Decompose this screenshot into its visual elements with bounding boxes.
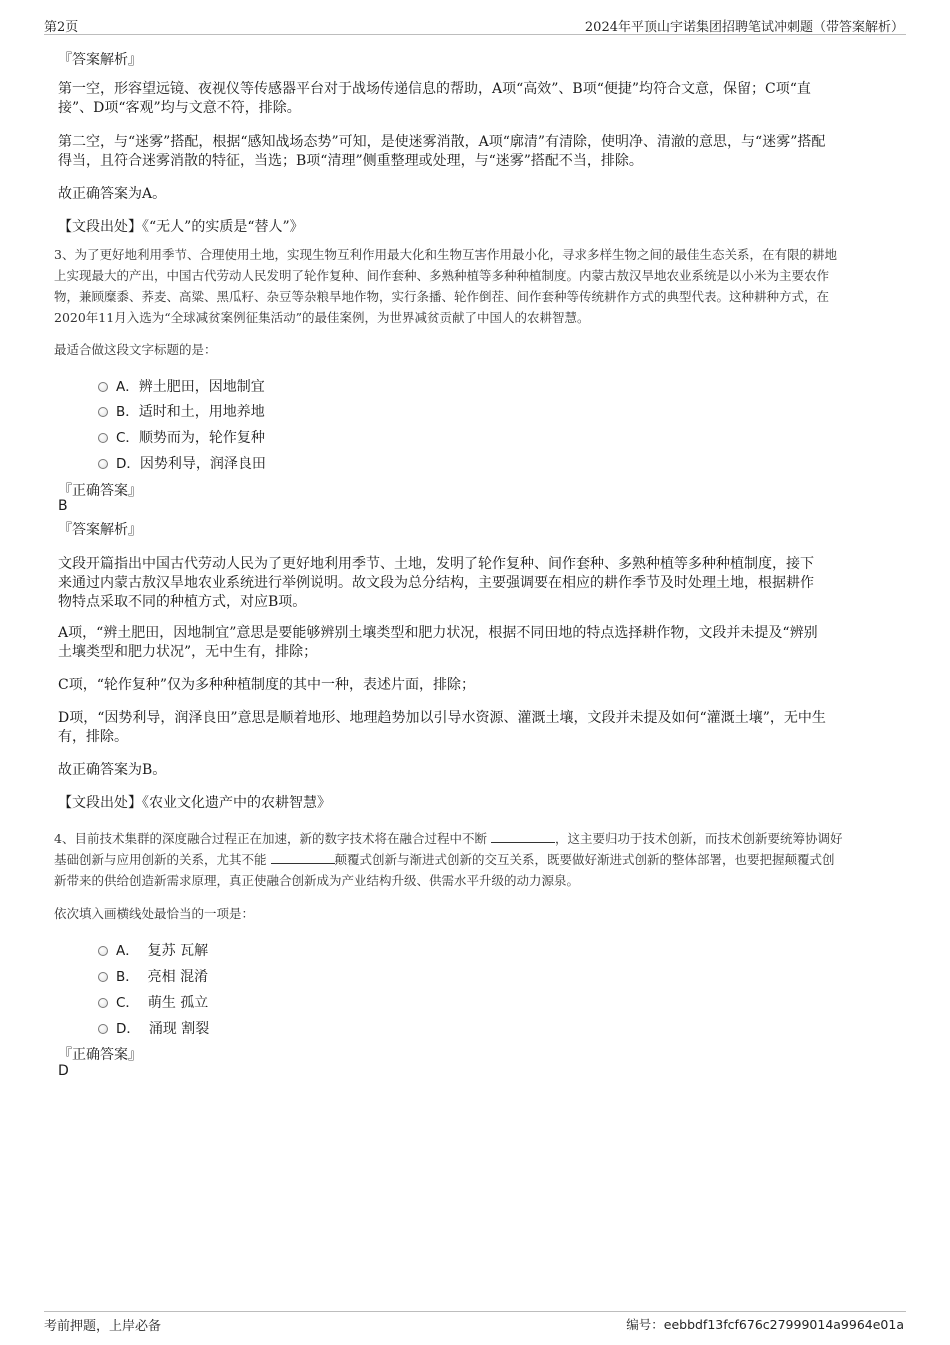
q4-option-a[interactable] — [98, 939, 208, 960]
q3-analysis-para1 — [58, 555, 814, 612]
q4-option-b[interactable] — [98, 965, 208, 986]
stem-text: 颠覆式创新与渐进式创新的交互关系，既要做好渐进式创新的整体部署，也要把握颠覆式创 — [334, 852, 835, 867]
code-label: 编号： — [626, 1317, 664, 1332]
text-line: 第二空，与“迷雾”搭配，根据“感知战场态势”可知，是使迷雾消散，A项“廓清”有清除，使明净、清澈的意思，与“迷雾”搭配 — [58, 134, 826, 150]
document-code — [626, 1315, 904, 1333]
q3-answer: B — [58, 498, 68, 514]
option-letter: C． — [116, 430, 139, 446]
text-line: D项，“因势利导，润泽良田”意思是顺着地形、地理趋势加以引导水资源、灌溉土壤，文段并未提及如何“灌溉土壤”，无中生 — [58, 710, 826, 726]
q2-source: 【文段出处】《“无人”的实质是“替人”》 — [58, 219, 304, 235]
option-text: 辨土肥田，因地制宜 — [138, 379, 265, 395]
option-text: 顺势而为，轮作复种 — [138, 430, 265, 446]
q4-answer-label: 『正确答案』 — [58, 1047, 142, 1063]
option-letter: D． — [116, 1021, 140, 1037]
footer-slogan: 考前押题，上岸必备 — [44, 1319, 162, 1334]
text-line: A项，“辨土肥田，因地制宜”意思是要能够辨别土壤类型和肥力状况，根据不同田地的特点选择耕作物，文段并未提及“辨别 — [58, 625, 818, 641]
text-line: 接”、D项“客观”均与文意不符，排除。 — [58, 100, 301, 116]
code-value: eebbdf13fcf676c27999014a9964e01a — [663, 1317, 904, 1332]
text-line: 3、为了更好地利用季节、合理使用土地，实现生物互利作用最大化和生物互害作用最小化，寻求多样生物之间的最佳生态关系，在有限的耕地 — [54, 247, 837, 262]
option-text: 适时和土，用地养地 — [138, 404, 265, 420]
text-line — [54, 828, 904, 849]
page-header — [44, 14, 906, 35]
q3-answer-label: 『正确答案』 — [58, 483, 142, 499]
q4-stem — [54, 828, 904, 891]
q4-prompt: 依次填入画横线处最恰当的一项是： — [54, 906, 255, 921]
text-line — [54, 849, 904, 870]
q3-option-c[interactable] — [98, 426, 265, 447]
radio-icon[interactable] — [98, 433, 108, 443]
option-text: 萌生 孤立 — [147, 995, 209, 1011]
q3-stem — [54, 244, 904, 328]
radio-icon[interactable] — [98, 459, 108, 469]
q3-analysis-para4 — [58, 709, 826, 747]
document-title: 2024年平顶山宇诺集团招聘笔试冲刺题（带答案解析） — [584, 20, 904, 35]
option-letter: A． — [116, 943, 139, 959]
radio-icon[interactable] — [98, 998, 108, 1008]
text-line: 土壤类型和肥力状况”，无中生有，排除； — [58, 644, 318, 660]
option-text: 因势利导，润泽良田 — [139, 456, 266, 472]
option-text: 复苏 瓦解 — [147, 943, 209, 959]
option-letter: C． — [116, 995, 139, 1011]
q2-analysis-label: 『答案解析』 — [58, 52, 142, 68]
page-footer — [44, 1311, 906, 1336]
q3-source: 【文段出处】《农业文化遗产中的农耕智慧》 — [58, 795, 331, 811]
q3-option-d[interactable] — [98, 452, 266, 473]
radio-icon[interactable] — [98, 407, 108, 417]
option-text: 涌现 割裂 — [148, 1021, 210, 1037]
q3-analysis-para2 — [58, 624, 818, 662]
text-line: 2020年11月入选为“全球减贫案例征集活动”的最佳案例，为世界减贫贡献了中国人的农耕智慧。 — [54, 310, 590, 325]
page-number: 第2页 — [44, 20, 79, 35]
q2-analysis-para2 — [58, 133, 825, 171]
option-letter: B． — [116, 969, 139, 985]
text-line: 得当，且符合迷雾消散的特征，当选；B项“清理”侧重整理或处理，与“迷雾”搭配不当，排除。 — [58, 153, 643, 169]
q2-analysis-para1 — [58, 80, 811, 118]
text-line: 上实现最大的产出，中国古代劳动人民发明了轮作复种、间作套种、多熟种植等多种种植制度。内蒙古敖汉旱地农业系统是以小米为主要农作 — [54, 268, 830, 283]
radio-icon[interactable] — [98, 382, 108, 392]
option-letter: B． — [116, 404, 139, 420]
option-letter: D． — [116, 456, 140, 472]
q2-conclusion: 故正确答案为A。 — [58, 186, 167, 202]
text-line: 新带来的供给创造新需求原理，真正使融合创新成为产业结构升级、供需水平升级的动力源泉。 — [54, 873, 580, 888]
text-line: 物，兼顾糜黍、荞麦、高粱、黑瓜籽、杂豆等杂粮旱地作物，实行条播、轮作倒茬、间作套种等传统耕作方式的典型代表。这种耕种方式，在 — [54, 289, 830, 304]
text-line: 第一空，形容望远镜、夜视仪等传感器平台对于战场传递信息的帮助，A项“高效”、B项“便捷”均符合文意，保留；C项“直 — [58, 81, 811, 97]
stem-text: 基础创新与应用创新的关系，尤其不能 — [54, 852, 267, 867]
radio-icon[interactable] — [98, 1024, 108, 1034]
q3-prompt: 最适合做这段文字标题的是： — [54, 342, 217, 357]
blank-2 — [271, 851, 335, 864]
text-line: 有，排除。 — [58, 729, 128, 745]
radio-icon[interactable] — [98, 946, 108, 956]
text-line: 来通过内蒙古敖汉旱地农业系统进行举例说明。故文段为总分结构，主要强调要在相应的耕作季节及时处理土地，根据耕作 — [58, 575, 814, 591]
q3-analysis-para3: C项，“轮作复种”仅为多种种植制度的其中一种，表述片面，排除； — [58, 677, 476, 693]
q3-analysis-label: 『答案解析』 — [58, 522, 142, 538]
text-line: 物特点采取不同的种植方式，对应B项。 — [58, 594, 307, 610]
q4-option-d[interactable] — [98, 1017, 209, 1038]
option-text: 亮相 混淆 — [147, 969, 209, 985]
option-letter: A． — [116, 379, 139, 395]
q4-answer: D — [58, 1063, 69, 1079]
stem-text: ，这主要归功于技术创新，而技术创新要统筹协调好 — [554, 831, 843, 846]
stem-text: 4、目前技术集群的深度融合过程正在加速，新的数字技术将在融合过程中不断 — [54, 831, 487, 846]
text-line: 文段开篇指出中国古代劳动人民为了更好地利用季节、土地，发明了轮作复种、间作套种、多熟种植等多种种植制度，接下 — [58, 556, 814, 572]
q4-option-c[interactable] — [98, 991, 208, 1012]
q3-conclusion: 故正确答案为B。 — [58, 762, 167, 778]
radio-icon[interactable] — [98, 972, 108, 982]
q3-option-b[interactable] — [98, 400, 265, 421]
blank-1 — [491, 830, 555, 843]
q3-option-a[interactable] — [98, 375, 265, 396]
